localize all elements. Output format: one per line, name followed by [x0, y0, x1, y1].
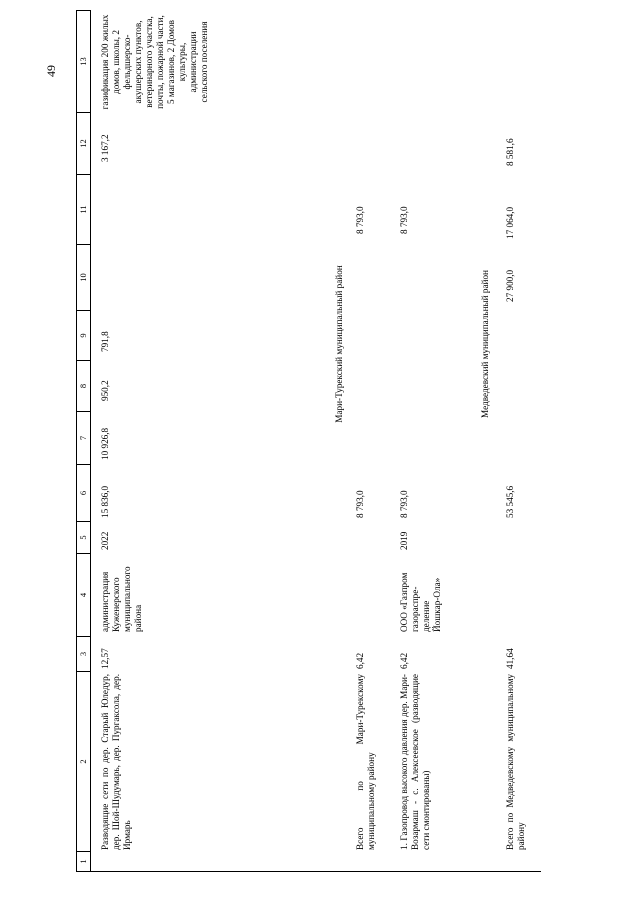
value-cell: 950,2 [100, 380, 110, 401]
length-cell: 12,57 [100, 648, 110, 669]
value-cell: 791,8 [100, 331, 110, 352]
row-name-cell: Всего по Медведевскому муниципальному району [505, 674, 526, 850]
value-cell: 8 581,6 [505, 138, 515, 166]
column-header: 9 [78, 333, 88, 338]
value-cell: 8 793,0 [355, 490, 365, 518]
column-header: 10 [78, 273, 88, 282]
year-cell: 2022 [100, 531, 110, 550]
header-bottom-line [90, 10, 91, 872]
section-title: Мари-Турекский муниципальный район [334, 265, 344, 423]
column-header: 7 [78, 435, 88, 441]
column-header: 13 [78, 57, 88, 66]
column-header: 12 [78, 139, 88, 148]
length-cell: 41,64 [505, 648, 515, 669]
value-cell: 17 064,0 [505, 206, 515, 239]
value-cell: 8 793,0 [399, 206, 409, 234]
page-number: 49 [44, 65, 58, 77]
value-cell: 3 167,2 [100, 134, 110, 162]
value-cell: 53 545,6 [505, 485, 515, 518]
column-header: 4 [78, 592, 88, 598]
column-header: 5 [78, 535, 88, 540]
length-cell: 6,42 [399, 652, 409, 669]
column-line [76, 871, 541, 872]
column-header: 11 [78, 205, 88, 214]
value-cell: 27 900,0 [505, 269, 515, 302]
column-header: 8 [78, 383, 88, 389]
row-name-cell: Всего по Мари-Турекскому муниципальному району [355, 674, 376, 850]
purpose-cell: газификация 200 жилых домов, школы, 2 фельдшерско-акушерских пунктов, ветеринарного участка, почты, пожарной части, 5 магазинов, 2 Домов культуры, администрации сельского поселения [100, 14, 209, 110]
value-cell: 15 836,0 [100, 485, 110, 518]
row-name-cell: 1. Газопровод высокого давления дер. Мари-Возармаш - с. Алексеевское (разводящие сети смонтированы) [399, 674, 431, 850]
value-cell: 10 926,8 [100, 427, 110, 460]
rotated-table [76, 10, 541, 872]
length-cell: 6,42 [355, 652, 365, 669]
customer-cell: ООО «Газпром газораспре-деление Йошкар-Ола» [399, 572, 442, 632]
value-cell: 8 793,0 [399, 490, 409, 518]
value-cell: 8 793,0 [355, 206, 365, 234]
year-cell: 2019 [399, 531, 409, 550]
column-header: 2 [78, 759, 88, 764]
customer-cell: администрация Куженерского муниципального района [100, 566, 143, 632]
row-name-cell: Разводящие сети по дер. Старый Юледур, дер. Шой-Шудумарь, дер. Пургаксола, дер. Ирмарь [100, 674, 132, 850]
column-header: 3 [78, 651, 88, 657]
column-header: 1 [78, 859, 88, 864]
column-header: 6 [78, 490, 88, 496]
section-title: Медведевский муниципальный район [480, 270, 490, 418]
